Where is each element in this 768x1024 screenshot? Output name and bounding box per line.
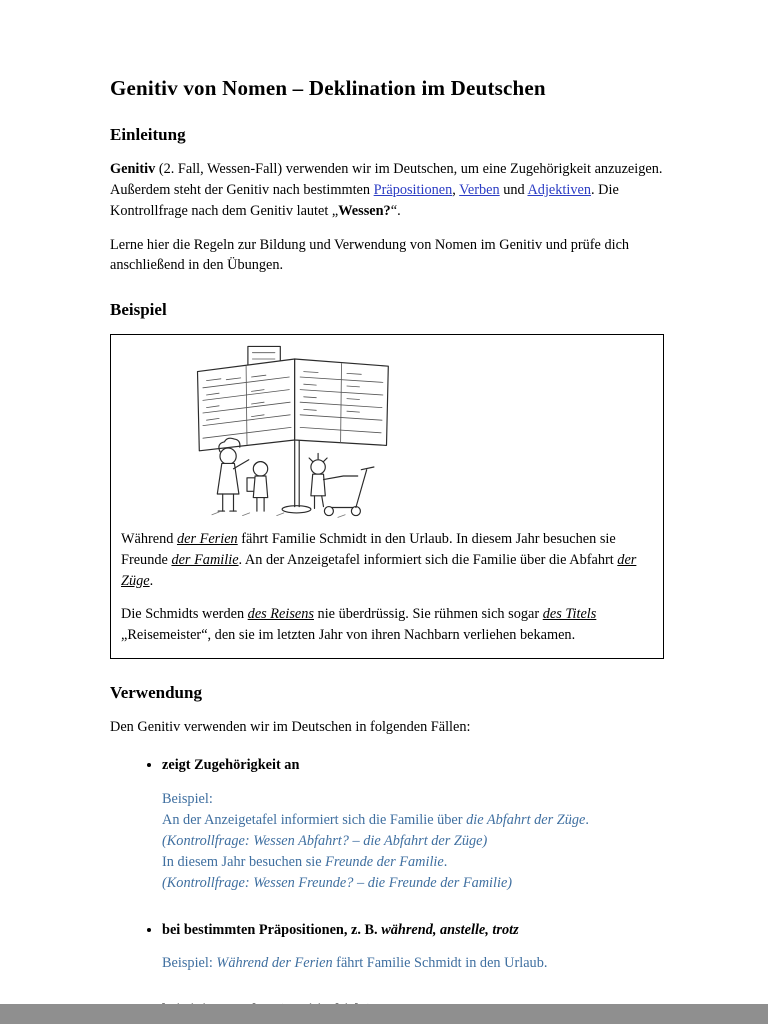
text-run: und bbox=[499, 181, 528, 198]
kontrollfrage-line: (Kontrollfrage: Wessen Freunde? – die Freunde der Familie) bbox=[162, 874, 513, 891]
text-run: . bbox=[149, 573, 154, 590]
genitive-phrase: der Ferien bbox=[176, 531, 238, 548]
link-praepositionen[interactable]: Präpositionen bbox=[373, 181, 453, 198]
text-run: fährt Familie Schmidt in den Urlaub. bbox=[332, 955, 548, 972]
genitive-phrase: Während der Ferien bbox=[216, 955, 333, 972]
text-run: “. bbox=[390, 202, 401, 219]
genitive-phrase: der Züge bbox=[121, 552, 637, 590]
genitive-phrase: die Abfahrt der Züge bbox=[466, 812, 586, 829]
usage-item-label-italic: während, anstelle, trotz bbox=[381, 921, 519, 938]
heading-verwendung: Verwendung bbox=[110, 682, 202, 702]
viewer-bottom-strip bbox=[0, 1004, 768, 1024]
usage-item-praepositionen bbox=[162, 920, 664, 975]
example-sentence bbox=[162, 852, 664, 873]
text-run: nie überdrüssig. Sie rühmen sich sogar bbox=[313, 605, 543, 622]
text-run: Beispiel: bbox=[162, 955, 217, 972]
heading-beispiel: Beispiel bbox=[110, 300, 167, 320]
text-run: , bbox=[452, 181, 460, 198]
text-run: An der Anzeigetafel informiert sich die Familie über bbox=[162, 812, 467, 829]
genitive-phrase: der Familie bbox=[171, 552, 239, 569]
usage-list bbox=[110, 755, 664, 1021]
text-run: . bbox=[443, 853, 448, 870]
text-run: Während bbox=[121, 531, 177, 548]
heading-einleitung: Einleitung bbox=[110, 125, 186, 144]
text-run: (2. Fall, Wessen-Fall) verwenden wir im Deutschen, um eine Zugehörigkeit anzuzeigen. Außerdem steht der Genitiv nach bestimmten bbox=[110, 161, 663, 198]
usage-example-block-1 bbox=[162, 789, 664, 893]
usage-item-label: bei bestimmten Präpositionen, z. B. bbox=[162, 921, 382, 938]
text-run: . bbox=[585, 812, 589, 829]
link-adjektiven[interactable]: Adjektiven bbox=[527, 181, 592, 198]
intro-paragraph-1 bbox=[110, 159, 664, 222]
genitive-phrase: des Reisens bbox=[247, 605, 314, 622]
text-run: In diesem Jahr besuchen sie bbox=[162, 853, 326, 870]
kontrollfrage-line: (Kontrollfrage: Wessen Abfahrt? – die Abfahrt der Züge) bbox=[162, 833, 488, 850]
usage-intro: Den Genitiv verwenden wir im Deutschen in folgenden Fällen: bbox=[110, 718, 471, 735]
text-run: „Reisemeister“, den sie im letzten Jahr von ihren Nachbarn verliehen bekamen. bbox=[121, 626, 576, 643]
usage-example-block-2 bbox=[162, 953, 664, 974]
page-title: Genitiv von Nomen – Deklination im Deutschen bbox=[110, 76, 546, 100]
bold-term-genitiv: Genitiv bbox=[110, 161, 156, 177]
intro-paragraph-2: Lerne hier die Regeln zur Bildung und Verwendung von Nomen im Genitiv und prüfe dich anschließend in den Übungen. bbox=[110, 236, 630, 274]
bold-term-wessen: Wessen? bbox=[338, 202, 391, 219]
link-verben[interactable]: Verben bbox=[459, 181, 500, 198]
example-illustration bbox=[131, 341, 426, 521]
example-paragraph-1 bbox=[121, 529, 653, 592]
example-box bbox=[110, 334, 664, 658]
text-run: . Die Kontrollfrage nach dem Genitiv lautet „ bbox=[110, 181, 619, 219]
example-sentence bbox=[162, 953, 664, 974]
text-run: fährt Familie Schmidt in den Urlaub. In diesem Jahr besuchen sie Freunde bbox=[121, 531, 616, 569]
beispiel-label: Beispiel: bbox=[162, 791, 213, 808]
genitive-phrase: Freunde der Familie bbox=[325, 853, 444, 870]
example-sentence bbox=[162, 810, 664, 831]
example-paragraph-2 bbox=[121, 604, 653, 646]
text-run: Die Schmidts werden bbox=[121, 605, 248, 622]
text-run: . An der Anzeigetafel informiert sich die Familie über die Abfahrt bbox=[238, 552, 618, 569]
usage-item-label: zeigt Zugehörigkeit an bbox=[162, 757, 300, 774]
genitive-phrase: des Titels bbox=[542, 605, 597, 622]
usage-item-zugehoerigkeit bbox=[162, 755, 664, 893]
